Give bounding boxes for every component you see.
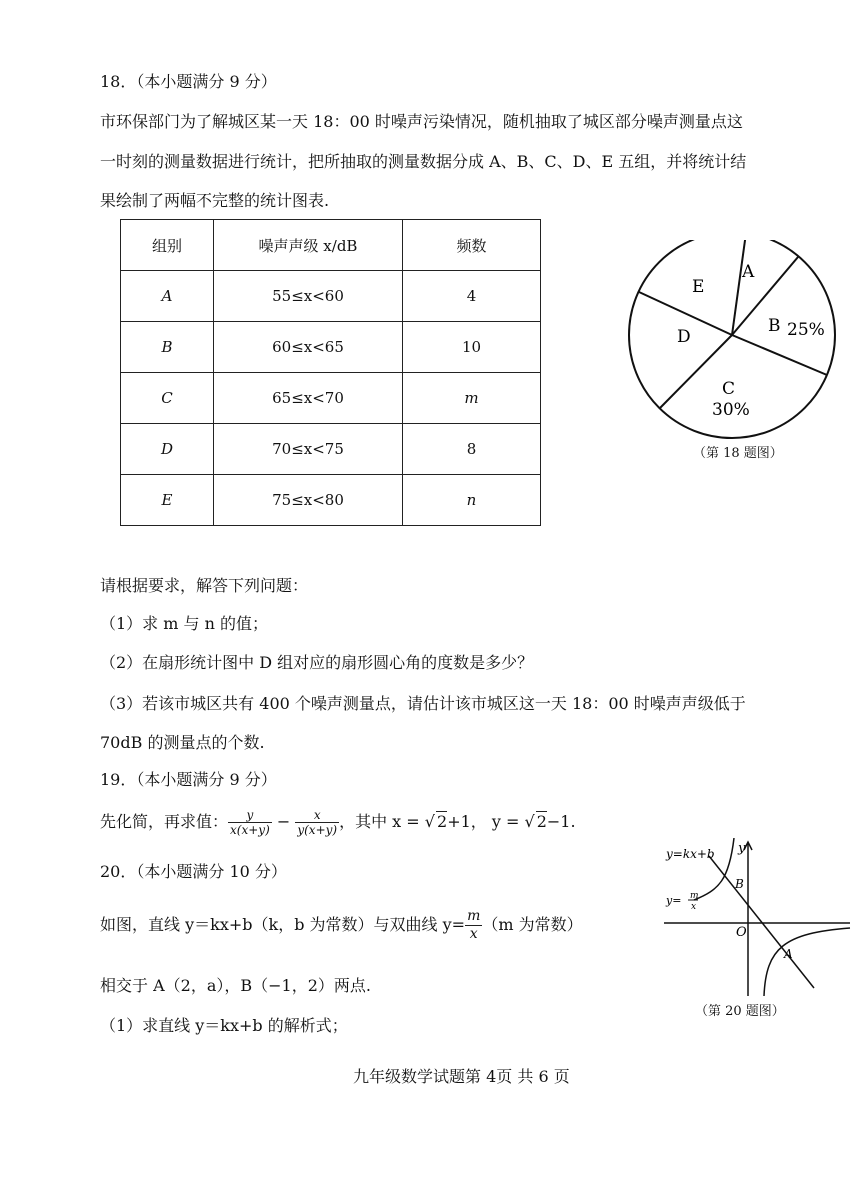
- frequency-table: [120, 219, 541, 526]
- sqrt-icon: √: [524, 812, 535, 831]
- q19-y-radicand: 2: [536, 812, 547, 831]
- line-label: y=kx+b: [666, 847, 715, 861]
- table-row: [121, 373, 541, 424]
- table-cell: 8: [403, 424, 541, 475]
- pie-label-b-pct: 25%: [787, 320, 825, 340]
- q18-prompt: 请根据要求，解答下列问题：: [100, 576, 309, 595]
- pie-label-c: C: [722, 379, 736, 399]
- q18-part3-line1: （3）若该市城区共有 400 个噪声测量点，请估计该市城区这一天 18：00 时噪声声级低于: [100, 694, 746, 713]
- table-row: [121, 424, 541, 475]
- hyperbola-branch-lower: [764, 928, 850, 996]
- q18-part3-line2: 70dB 的测量点的个数.: [100, 733, 265, 752]
- q19-expression: 先化简，再求值： $\frac{y}{x(x+y)}$ − $\frac{x}{y(x+y)}$ ，其中 x = √ 2+1， y = √ 2−1.: [100, 808, 576, 837]
- q19-x-radicand: 2: [437, 812, 448, 831]
- table-cell: A: [121, 271, 214, 322]
- q18-stem-line1: 市环保部门为了解城区某一天 18：00 时噪声污染情况，随机抽取了城区部分噪声测量点这: [100, 112, 743, 131]
- pie-chart: [620, 240, 842, 450]
- q19-minus: −: [276, 812, 291, 831]
- q19-fraction-2: $\frac{x}{y(x+y)}$: [297, 808, 338, 837]
- q18-stem-line2: 一时刻的测量数据进行统计，把所抽取的测量数据分成 A、B、C、D、E 五组，并将统计结: [100, 152, 747, 171]
- table-cell: 4: [403, 271, 541, 322]
- q20-graph-caption: （第 20 题图）: [695, 1004, 785, 1019]
- q18-stem-line3: 果绘制了两幅不完整的统计图表.: [100, 191, 330, 210]
- q19-y-label: y =: [491, 812, 525, 831]
- table-cell: E: [121, 475, 214, 526]
- q20-line2: 相交于 A（2，a），B（−1，2）两点.: [100, 976, 371, 995]
- table-header: 噪声声级 x/dB: [214, 220, 403, 271]
- pie-divider-b-c: [732, 335, 827, 375]
- page-footer: 九年级数学试题第 4页 共 6 页: [353, 1067, 570, 1086]
- table-cell: C: [121, 373, 214, 424]
- table-cell: B: [121, 322, 214, 373]
- table-header-row: [121, 220, 541, 271]
- q20-fraction: $\frac{m}{x}$: [467, 908, 481, 942]
- hyperbola-label-den: x: [691, 902, 697, 912]
- hyperbola-label-num: m: [690, 891, 699, 901]
- origin-label: O: [736, 925, 747, 940]
- point-b-label: B: [735, 877, 744, 891]
- q18-part1: （1）求 m 与 n 的值；: [100, 614, 269, 633]
- pie-caption: （第 18 题图）: [693, 446, 783, 461]
- table-cell: 75≤x<80: [214, 475, 403, 526]
- y-axis-label: y: [738, 841, 746, 856]
- table-cell: n: [403, 475, 541, 526]
- pie-label-a: A: [742, 262, 755, 282]
- table-cell: 55≤x<60: [214, 271, 403, 322]
- pie-label-c-pct: 30%: [712, 400, 750, 420]
- hyperbola-label: y=: [666, 894, 682, 907]
- table-cell: 10: [403, 322, 541, 373]
- q19-condition: ，其中 x =: [339, 812, 425, 831]
- table-row: [121, 475, 541, 526]
- table-cell: 70≤x<75: [214, 424, 403, 475]
- q19-heading: 19．（本小题满分 9 分）: [100, 770, 277, 789]
- table-row: [121, 271, 541, 322]
- pie-label-e: E: [692, 277, 705, 297]
- q20-graph: [664, 838, 854, 998]
- q20-line1: 如图，直线 y＝kx+b（k，b 为常数）与双曲线 y= $\frac{m}{x}$ （m 为常数）: [100, 908, 583, 942]
- q19-lead: 先化简，再求值：: [100, 812, 229, 831]
- table-row: [121, 322, 541, 373]
- pie-label-d: D: [677, 327, 691, 347]
- pie-label-b: B: [768, 316, 781, 336]
- table-cell: D: [121, 424, 214, 475]
- point-a-label: A: [784, 947, 793, 961]
- q18-part2: （2）在扇形统计图中 D 组对应的扇形圆心角的度数是多少？: [100, 653, 534, 672]
- table-cell: 65≤x<70: [214, 373, 403, 424]
- q20-part1: （1）求直线 y＝kx+b 的解析式；: [100, 1016, 348, 1035]
- sqrt-icon: √: [424, 812, 435, 831]
- q19-fraction-1: $\frac{y}{x(x+y)}$: [230, 808, 270, 837]
- table-header: 频数: [403, 220, 541, 271]
- q20-heading: 20．（本小题满分 10 分）: [100, 862, 287, 881]
- q18-heading: 18．（本小题满分 9 分）: [100, 72, 277, 91]
- table-cell: m: [403, 373, 541, 424]
- table-header: 组别: [121, 220, 214, 271]
- table-cell: 60≤x<65: [214, 322, 403, 373]
